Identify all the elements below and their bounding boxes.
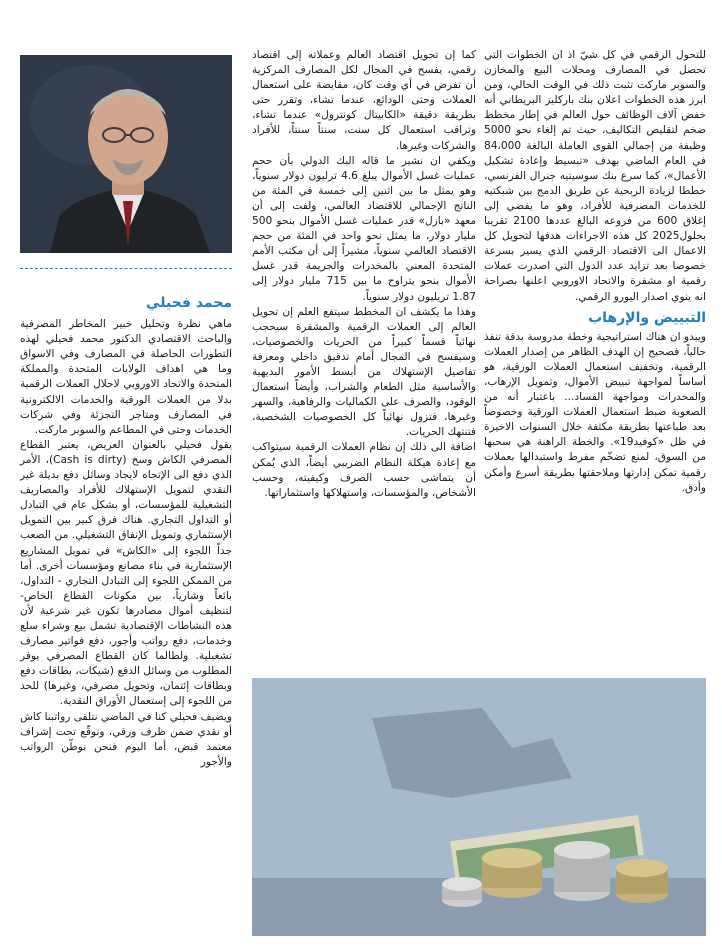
left-paragraph-3: ويضيف فحيلي كنا في الماضي نتلقى رواتبنا كاش أو نقدي ضمن ظرف ورقي، ونوقّع تحت إشراف معتمد قبض، أما اليوم فنحن نوطّن الرواتب والأجور bbox=[20, 710, 232, 768]
section-heading-laundering: التبييض والإرهاب bbox=[588, 309, 706, 326]
coins-and-banknotes-icon bbox=[252, 678, 706, 936]
left-paragraph-2: يقول فحيلي بالعنوان العريض، يعتبر القطاع المصرفي الكاش وسخ (Cash is dirty)، الأمر الذي دفع الى الإتجاه لايجاد وسائل دفع بديلة غير النقدي لتمويل الإستهلاك للأفراد والمصاريف التشغيلية للمؤسسات، أو بشكل عام في التبادل أو التداول التجاري. هناك فرق كبير بين التمويل الإستثماري وتمويل الإنفاق التشغيلي. من الصعب جداً اللجوء إلى «الكاش» في تمويل المشاريع الإستثمارية في بناء مصانع ومؤسسات أخرى. أما من الممكن اللجوء إلى التبادل التجاري - التداول، بائعاً وشارياً، بين مكونات القطاع الخاص- لتنظيف أموال مصادرها تكون غير شرعية لأن هذه النشاطات الإقتصادية تشمل بيع وشراء سلع وخدمات، دفع رواتب وأجور، دفع فواتير مصارف تشغيلية. ولطالما كان القطاع المصرفي يوفر المطلوب من وسائل الدفع (شيكات، بطاقات دفع وبطاقات إئتمان، وتحويل مصرفي، وغيرها) للحد من اللجوء إلى إستعمال الأوراق النقدية. bbox=[20, 438, 232, 708]
middle-paragraph-3: وهذا ما يكشف ان المخطط سيتفع العلم إن تحويل العالم إلى العملات الرقمية والمشفرة سيحجب نهائياً قسماً كبيراً من الحريات والخصوصيات، وسيفسح في المجال أمام تدقيق داخلي ومعرفة تفاصيل الإستهلاك من أبسط الأمور البديهية والأساسية مثل الطعام والشراب، وأيضاً استعمال الوقود، والصرف على الكماليات والرفاهية، والسهر وغيرها، فتزول نهائياً كل الخصوصيات الشخصية، فتنتهك الحريات. bbox=[252, 305, 476, 439]
money-photo bbox=[252, 678, 706, 936]
man-portrait-icon bbox=[20, 55, 232, 253]
portrait-caption: محمد فحيلي bbox=[28, 291, 52, 311]
right-paragraph-1: للتحول الرقمي في كل شيّ اذ ان الخطوات التي تحصل في المصارف ومحلات البيع والمخازن والسوبر ماركت تثبت ذلك في الوقت الحالي، ومن ابرز هذه الخطوات اعلان بنك باركليز البريطاني أنه خفض آلاف الوظائف حول العالم في إطار مخطط ضخم لتقليص التكاليف، حيث تم إلغاء نحو 5000 وظيفة من إجمالي القوى العاملة البالغة 84،000 في العام الماضي بهدف «تبسيط وإعادة تشكيل الأعمال»، كما سرع بنك سوسيتيه جنرال الفرنسي، خططا لزيادة الربحية عن طريق الدمج بين شبكتيه للخدمات المصرفية للأفراد، وهو ما يفضي إلى إغلاق 600 من فروعه البالغ عددها 2100 تقريبا بحلول2025 كل هذه الاجراءات هدفها لتحويل كل الاعمال الى الاقتصاد الرقمي الذي يسير بسرعة خصوصا بعد تزايد عدد الدول التي اصدرت عملات رقمية او مشفرة والاتحاد الاوروبي اعلنها بصراحة انه ينوي اصدار اليورو الرقمي. bbox=[484, 49, 706, 303]
portrait-photo bbox=[20, 55, 232, 311]
middle-paragraph-4: اضافة الى ذلك إن نظام العملات الرقمية سيتواكب مع إعادة هيكلة النظام الضريبي أيضاً، الذي يُمكن أن يتماشى حسب الصرف وكيفيته، وحسب الأشخاص، والمؤسسات، واستهلاكها واستثماراتها. bbox=[252, 441, 476, 499]
right-column bbox=[484, 48, 706, 496]
middle-paragraph-2: ويكفي ان نشير ما قاله البك الدولي بأن حجم عمليات غسل الأموال يبلغ 4.6 ترليون دولار سنوياً، وهو يمثل ما بين اثنين إلى خمسة في المئة من الناتج الإجمالي للاقتصاد العالمي، ولفت إلى أن معهد «بازل» قدر عمليات غسل الأموال بنحو 500 مليار دولار، ما يمثل نحو واحد في المئة من حجم الاقتصاد العالمي سنوياً، مشيراً إلى أن مكتب الأمم المتحدة المعني بالمخدرات والجريمة قدر غسل الأموال بنحو يتراوح ما بين 715 مليار دولار إلى 1.87 تريليون دولار سنوياً. bbox=[252, 154, 476, 303]
name-heading: محمد فحيلي bbox=[146, 295, 232, 311]
divider-line bbox=[20, 268, 232, 269]
left-paragraph-1: ماهي نظرة وتحليل خبير المخاطر المصرفية والباحث الاقتصادي الدكتور محمد فحيلي لهذه التطورات الحاصلة في المصارف وفي الاسواق وما هي اهداف الولايات المتحدة والمملكة المتحدة والاتحاد الاوروبي لاحلال العملات الرقمية بدلا من العملات الورقية والخدمات الالكترونية في المصارف ومتاجر التجزئة وفي شركات الخدمات وحتى في المطاعم والسوبر ماركت. bbox=[20, 318, 232, 436]
middle-column bbox=[252, 48, 476, 501]
right-paragraph-2: ويبدو ان هناك استراتيجية وخطة مدروسة بدقة تنفذ حالياً، فصحيح إن الهدف الظاهر من إصدار العملات الرقمية، وتخفيف استعمال العملات الورقية، هو أساساً لمواجهة تبييض الأموال، وتمويل الإرهاب، والمخدرات ومواجهة الفساد... باعتبار أنه من الصعوبة ضبط استعمال العملات الورقية وخصوصاً بعد طباعتها بطريقة مكثفة خلال السنوات الاخيرة في ظل «كوفيد19». والخطة الراهنة هي سحبها من السوق، لمنع تضخّم مفرط واستبدالها بعملات رقمية تمكن إدارتها وملاحقتها بطريقة أسرع وأمكن وأدق. bbox=[484, 330, 706, 494]
middle-paragraph-1: كما إن تحويل اقتصاد العالم وعملاته إلى اقتصاد رقمي، يفسح في المجال لكل المصارف المركزية أن تفرض في أي وقت كان، مقايضة على استعمال العملات وحتى الودائع، عندما تشاء، وتقرر حتى بطريقة دقيقة «الكابيتال كونترول» عندما تشاء، وتراقب استعمال كل سنت، سنتاً سنتاً، للأفراد والشركات وغيرها. bbox=[252, 49, 476, 152]
left-column bbox=[20, 296, 232, 770]
